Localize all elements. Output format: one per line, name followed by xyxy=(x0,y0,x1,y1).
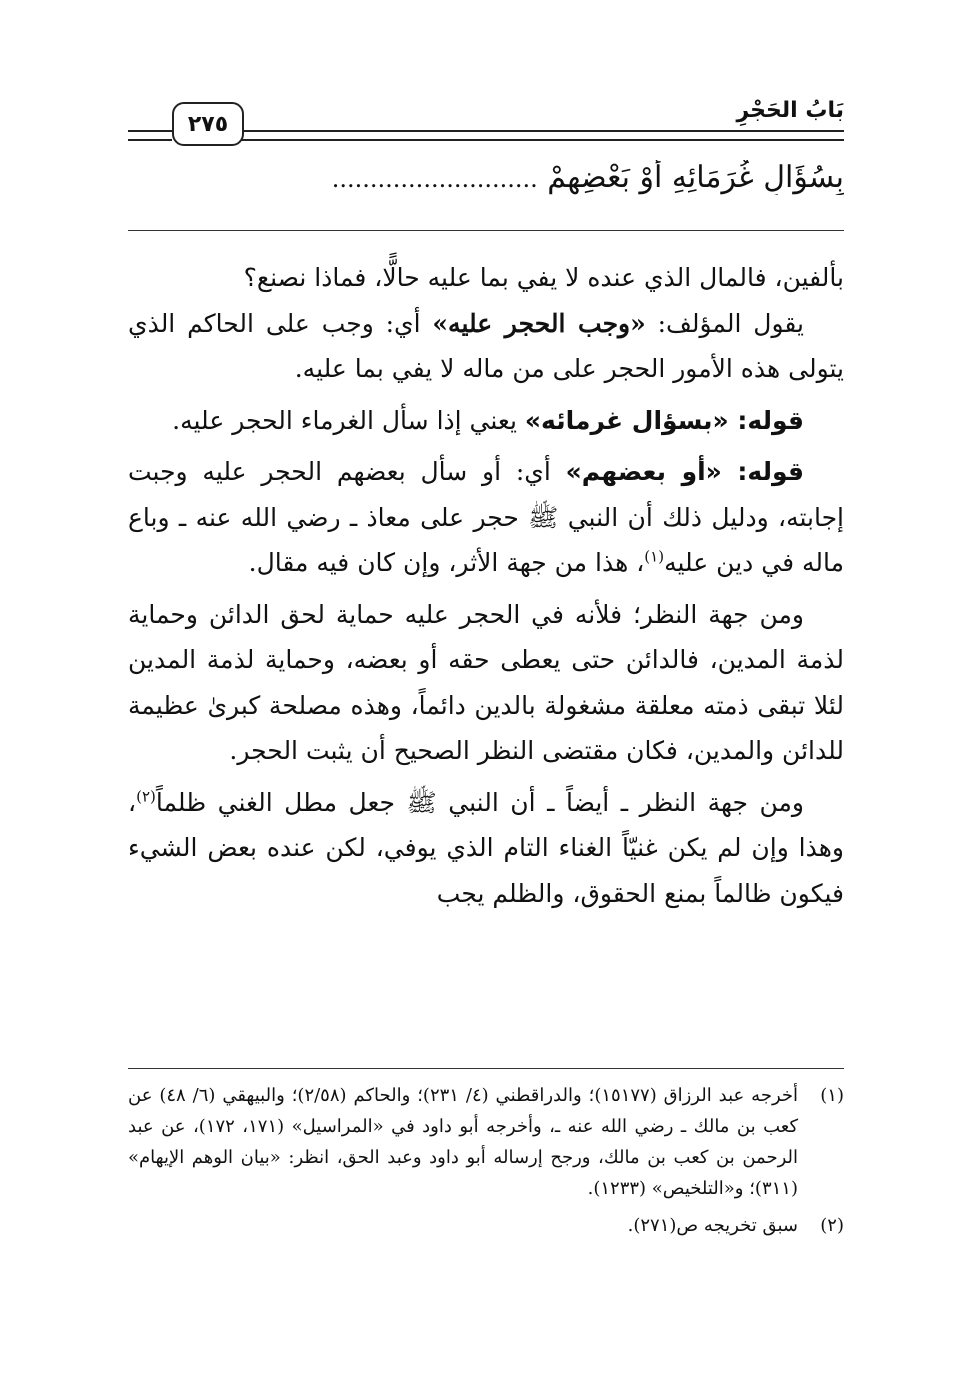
matn-line xyxy=(128,160,844,195)
footnote-text: سبق تخريجه ص(٢٧١). xyxy=(627,1215,798,1236)
paragraph-1 xyxy=(128,255,844,301)
paragraph-5-text: ومن جهة النظر؛ فلأنه في الحجر عليه حماية لحق الدائن وحماية لذمة المدين، فالدائن حتى يعطى حقه أو بعضه، وحماية لذمة المدين لئلا تبقى ذمته معلقة مشغولة بالدين دائماً، وهذه مصلحة كبرىٰ عظيمة للدائن والمدين، فكان مقتضى النظر الصحيح أن يثبت الحجر. xyxy=(128,599,844,765)
footnote-ref-2[interactable]: (٢) xyxy=(136,787,156,806)
paragraph-2 xyxy=(128,301,844,392)
paragraph-2-text-b: أي: وجب على الحاكم الذي يتولى هذه الأمور الحجر على من ماله لا يفي بما عليه. xyxy=(128,308,844,383)
body-text xyxy=(128,255,844,916)
matn-divider xyxy=(128,230,844,231)
header-rule-right xyxy=(240,130,844,141)
paragraph-4-text-b: ، هذا من جهة الأثر، وإن كان فيه مقال. xyxy=(248,548,645,577)
footnote-ref-1[interactable]: (١) xyxy=(644,547,665,566)
paragraph-6-text-b: ، وهذا وإن لم يكن غنيّاً الغناء التام الذي يوفي، لكن عنده بعض الشيء فيكون ظالماً بمنع الحقوق، والظلم يجب xyxy=(128,787,844,908)
qawluhu-label: قوله: xyxy=(737,457,804,486)
matn-dots: ........................... xyxy=(331,165,538,193)
page-number: ٢٧٥ xyxy=(172,102,244,146)
page-header xyxy=(128,96,844,150)
qawluhu-label: قوله: xyxy=(737,405,804,435)
quoted-matn: «وجب الحجر عليه» xyxy=(432,308,646,338)
paragraph-4-text-a: أي: أو سأل بعضهم الحجر عليه وجبت إجابته، ودليل ذلك أن النبي ﷺ حجر على معاذ ـ رضي الله عنه ـ وباع ماله في دين عليه xyxy=(128,457,844,577)
footnotes xyxy=(128,1080,844,1247)
paragraph-3-text: يعني إذا سأل الغرماء الحجر عليه. xyxy=(172,405,525,435)
paragraph-4 xyxy=(128,449,844,586)
paragraph-3 xyxy=(128,398,844,444)
quoted-matn: «أو بعضهم» xyxy=(565,457,738,486)
footnote-text: أخرجه عبد الرزاق (١٥١٧٧)؛ والدراقطني (٤/ ٢٣١)؛ والحاكم (٢/٥٨)؛ والبيهقي (٦/ ٤٨) عن كعب بن مالك ـ رضي الله عنه ـ، وأخرجه أبو داود في «المراسيل» (١٧١، ١٧٢)، عن عبد الرحمن بن كعب بن مالك، ورجح إرساله أبو داود وعبد الحق، انظر: «بيان الوهم الإيهام» (٣١١)؛ و«التلخيص» (١٢٣٣). xyxy=(128,1085,799,1199)
paragraph-5 xyxy=(128,592,844,774)
footnote-number: (١) xyxy=(820,1085,844,1106)
paragraph-1-text: بألفين، فالمال الذي عنده لا يفي بما عليه حالًّا، فماذا نصنع؟ xyxy=(243,263,844,292)
quoted-matn: «بسؤال غرمائه» xyxy=(524,405,738,435)
footnotes-divider xyxy=(128,1068,844,1069)
chapter-title: بَابُ الحَجْرِ xyxy=(736,98,844,123)
paragraph-6-text-a: ومن جهة النظر ـ أيضاً ـ أن النبي ﷺ جعل مطل الغني ظلماً xyxy=(155,787,804,817)
header-rule-left xyxy=(128,130,172,141)
footnote-number: (٢) xyxy=(820,1215,844,1236)
footnote-1 xyxy=(128,1080,844,1204)
paragraph-6 xyxy=(128,780,844,917)
matn-text: بِسُؤَالِ غُرَمَائِهِ أَوْ بَعْضِهِمْ xyxy=(547,160,844,195)
footnote-2 xyxy=(128,1210,844,1241)
paragraph-2-text-a: يقول المؤلف: xyxy=(645,308,804,338)
